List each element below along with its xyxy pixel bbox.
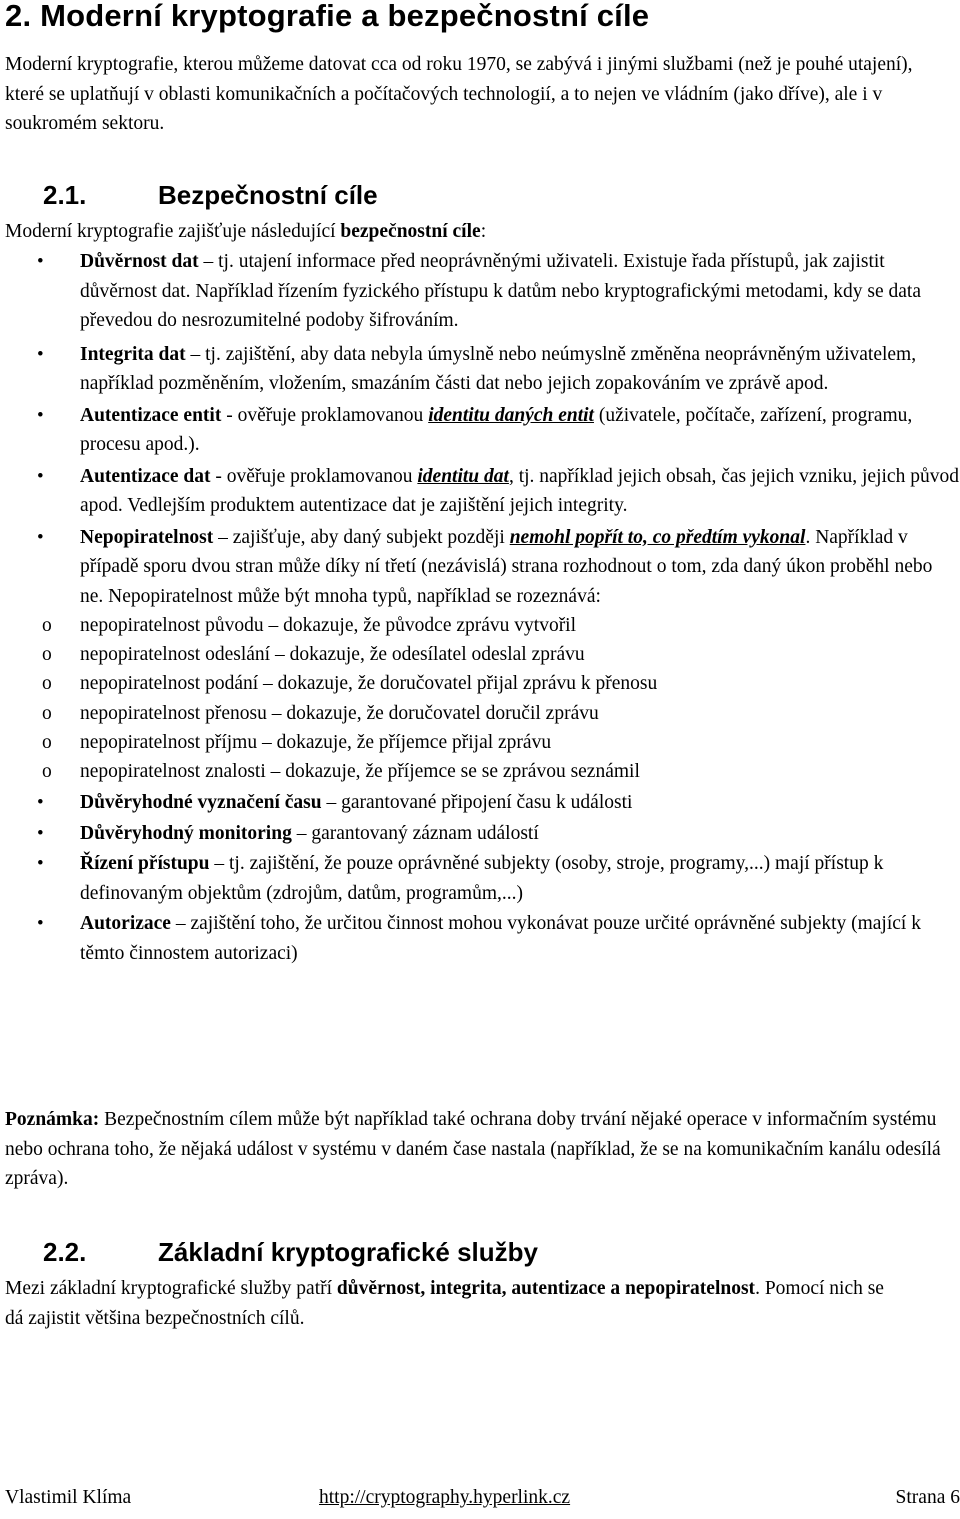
goal-text: – zajišťuje, aby daný subjekt později (213, 526, 510, 548)
section-number: 2.1. (43, 180, 87, 210)
list-item: o nepopiratelnost přenosu – dokazuje, že doručovatel doručil zprávu (5, 699, 960, 728)
list-item: o nepopiratelnost původu – dokazuje, že původce zprávu vytvořil (5, 611, 960, 640)
list-item (5, 340, 960, 399)
footer-link[interactable]: http://cryptography.hyperlink.cz (319, 1487, 571, 1508)
goal-text: - ověřuje proklamovanou (210, 465, 418, 487)
intro-paragraph: Moderní kryptografie, kterou můžeme datovat cca od roku 1970, se zabývá i jinými službami (než je pouhé utajení), které se uplatňují v oblasti komunikačních a počítačových technologií, a to nejen ve vládním (jako dříve), ale i v soukromém sektoru. (5, 54, 913, 134)
section-heading-2-2 (43, 1237, 538, 1268)
goal-term: Důvěryhodný monitoring (80, 822, 292, 844)
note-text: Bezpečnostním cílem může být například také ochrana doby trvání nějaké operace v informačním systému nebo ochrana toho, že nějaká událost v systému v daném čase nastala (například, že se na komunikačním kanálu odesílá zpráva). (5, 1109, 941, 1189)
chapter-heading: 2. Moderní kryptografie a bezpečnostní cíle (5, 0, 650, 33)
list-item: o nepopiratelnost odeslání – dokazuje, že odesílatel odeslal zprávu (5, 640, 960, 669)
goal-emphasis: nemohl popřít to, co předtím vykonal (509, 526, 806, 548)
section-heading-2-1 (43, 180, 378, 211)
list-item (5, 788, 960, 818)
section-title: Základní kryptografické služby (158, 1237, 539, 1267)
note-label: Poznámka: (5, 1109, 100, 1130)
goal-text: – tj. zajištění, že pouze oprávněné subjekty (osoby, stroje, programy,...) mají přístup k definovaným objektům (zdrojům, datům, programům,...) (80, 853, 884, 904)
note-paragraph (5, 1105, 960, 1194)
goal-text: – zajištění toho, že určitou činnost mohou vykonávat pouze určité oprávněné subjekty (mající k těmto činnostem autorizaci) (80, 913, 921, 964)
goal-text: – garantovaný záznam událostí (291, 822, 539, 844)
goal-term: Důvěrnost dat (80, 251, 199, 272)
paragraph-text: Mezi základní kryptografické služby patří (5, 1278, 337, 1299)
section-number: 2.2. (43, 1237, 87, 1267)
goal-term: Důvěryhodné vyznačení času (80, 792, 322, 814)
goal-term: Autentizace entit (80, 404, 222, 426)
section-2-2-paragraph (5, 1274, 905, 1333)
goal-text: – garantované připojení času k události (321, 792, 633, 814)
goal-text: (uživatele, počítače, zařízení, programu, procesu apod.). (80, 404, 913, 455)
section-lead (5, 217, 486, 247)
paragraph-text: . Pomocí nich se dá zajistit většina bezpečnostních cílů. (5, 1278, 884, 1329)
list-item (5, 849, 960, 908)
goal-emphasis: identitu daných entit (428, 404, 594, 426)
goal-text: . Například v případě sporu dvou stran může díky ní třetí (nezávislá) strana rozhodnout o tom, zda daný úkon proběhl nebo ne. Nepopiratelnost může být mnoha typů, například se rozeznává: (80, 526, 933, 607)
footer-page-number: Strana 6 (895, 1487, 960, 1508)
footer-author: Vlastimil Klíma (5, 1487, 132, 1508)
goal-text: – tj. zajištění, aby data nebyla úmyslně nebo neúmyslně změněna neoprávněným uživatelem, například pozměněním, vložením, smazáním části dat nebo jejich zopakováním ve zprávě apod. (80, 343, 917, 394)
list-item (5, 401, 960, 460)
goal-term: Autorizace (80, 913, 171, 935)
paragraph-bold: důvěrnost, integrita, autentizace a nepopiratelnost (336, 1278, 756, 1299)
goal-text: - ověřuje proklamovanou (221, 404, 429, 426)
lead-end: : (480, 221, 487, 242)
lead-text: Moderní kryptografie zajišťuje následující (5, 221, 341, 242)
goal-term: Nepopiratelnost (80, 526, 214, 548)
security-goals-list (5, 247, 960, 968)
goal-term: Autentizace dat (80, 465, 211, 487)
section-title: Bezpečnostní cíle (158, 180, 378, 210)
goal-text: , tj. například jejich obsah, čas jejich vzniku, jejich původ apod. Vedlejším produktem autentizace dat je zajištění jejich integrity. (80, 465, 959, 516)
nonrepudiation-types-list (5, 611, 960, 786)
lead-bold: bezpečnostní cíle (340, 221, 481, 242)
list-item: o nepopiratelnost podání – dokazuje, že doručovatel přijal zprávu k přenosu (5, 669, 960, 698)
goal-term: Řízení přístupu (80, 853, 210, 875)
goal-emphasis: identitu dat (417, 465, 509, 487)
list-item (5, 247, 960, 336)
list-item (5, 909, 960, 968)
goal-term: Integrita dat (80, 343, 186, 365)
goal-text: – tj. utajení informace před neoprávněnými uživateli. Existuje řada přístupů, jak zajistit důvěrnost dat. Například řízením fyzického přístupu k datům nebo kryptografickými metodami, kdy se data převedou do nesrozumitelné podoby šifrováním. (80, 251, 921, 331)
list-item (5, 462, 960, 521)
list-item (5, 523, 960, 787)
list-item (5, 819, 960, 849)
list-item: o nepopiratelnost příjmu – dokazuje, že příjemce přijal zprávu (5, 728, 960, 757)
list-item: o nepopiratelnost znalosti – dokazuje, že příjemce se se zprávou seznámil (5, 757, 960, 786)
